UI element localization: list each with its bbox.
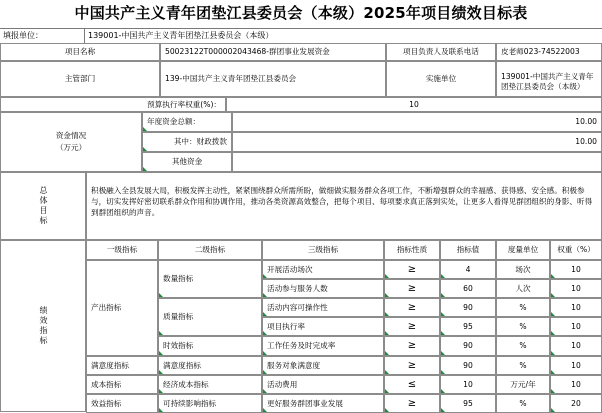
perf-row-operator: ≥ xyxy=(384,394,440,413)
funds-label: 资金情况 （万元） xyxy=(0,112,142,172)
impl-value: 139001-中国共产主义青年团垫江县委员会（本级） xyxy=(496,61,602,97)
perf-row-operator: ≥ xyxy=(384,356,440,375)
perf-row-operator: ≥ xyxy=(384,279,440,298)
dept-label: 主管部门 xyxy=(0,61,160,97)
perf-row-indicator: 活动费用 xyxy=(262,375,384,394)
funds-fiscal-label: 其中：财政拨款 xyxy=(142,132,232,152)
funds-total-label: 年度资金总额： xyxy=(142,112,232,132)
perf-row-unit: % xyxy=(496,394,550,413)
divider xyxy=(84,29,85,43)
goal-label-cell xyxy=(0,172,86,240)
perf-row-unit: % xyxy=(496,298,550,317)
goal-text: 积极融入全县发展大局，积极发挥主动性，紧紧围绕群众所需所盼，做细做实服务群众各项工作，不断增强群众的幸福感、获得感、安全感。积极参与，切实发挥好密切联系群众作用和协调作用，推动各类资源高效整合，把每个项目、每项要求真正落到实处，让更多人看得见群团组织的身影、听得到群团组织的声音。 xyxy=(86,172,602,240)
perf-row-weight: 10 xyxy=(550,260,602,279)
perf-row-indicator: 服务对象满意度 xyxy=(262,356,384,375)
perf-l2-sustainable: 可持续影响指标 xyxy=(158,394,262,413)
perf-row-value: 10 xyxy=(440,375,496,394)
fill-unit-row xyxy=(0,28,602,44)
perf-row-weight: 10 xyxy=(550,317,602,336)
perf-l1-output: 产出指标 xyxy=(86,260,158,356)
funds-other-value xyxy=(232,152,602,172)
weight-label: 预算执行率权重(%)： xyxy=(0,97,226,112)
perf-header-l3: 三级指标 xyxy=(262,240,384,260)
perf-l1-cost: 成本指标 xyxy=(86,375,158,394)
perf-row-weight: 10 xyxy=(550,375,602,394)
perf-row-indicator: 活动参与服务人数 xyxy=(262,279,384,298)
project-contact-label: 项目负责人及联系电话 xyxy=(386,43,496,61)
project-name-value: 50023122T000002043468-群团事业发展资金 xyxy=(160,43,386,61)
perf-row-unit: 场次 xyxy=(496,260,550,279)
perf-row-value: 90 xyxy=(440,336,496,356)
perf-header-l2: 二级指标 xyxy=(158,240,262,260)
perf-row-weight: 10 xyxy=(550,356,602,375)
perf-l2-timeliness: 时效指标 xyxy=(158,336,262,356)
perf-row-indicator: 开展活动场次 xyxy=(262,260,384,279)
perf-l2-quality: 质量指标 xyxy=(158,298,262,336)
perf-row-unit: 人次 xyxy=(496,279,550,298)
perf-row-operator: ≥ xyxy=(384,317,440,336)
funds-total-value: 10.00 xyxy=(232,112,602,132)
page-title: 中国共产主义青年团垫江县委员会（本级）2025年项目绩效目标表 xyxy=(74,4,528,22)
perf-row-weight: 10 xyxy=(550,298,602,317)
perf-row-operator: ≤ xyxy=(384,375,440,394)
perf-l2-quantity: 数量指标 xyxy=(158,260,262,298)
perf-row-unit: 万元/年 xyxy=(496,375,550,394)
perf-l2-economic-cost: 经济成本指标 xyxy=(158,375,262,394)
goal-label: 总体目标 xyxy=(39,186,48,226)
perf-label-cell xyxy=(0,240,86,412)
weight-value: 10 xyxy=(226,97,602,112)
perf-l1-benefit: 效益指标 xyxy=(86,394,158,413)
dept-value: 139-中国共产主义青年团垫江县委员会 xyxy=(160,61,386,97)
fill-unit-value: 139001-中国共产主义青年团垫江县委员会（本级） xyxy=(88,31,274,40)
project-name-label: 项目名称 xyxy=(0,43,160,61)
perf-row-indicator: 更好服务群团事业发展 xyxy=(262,394,384,413)
perf-l1-satisfaction: 满意度指标 xyxy=(86,356,158,375)
perf-row-indicator: 项目执行率 xyxy=(262,317,384,336)
perf-row-weight: 10 xyxy=(550,336,602,356)
perf-row-unit: % xyxy=(496,336,550,356)
funds-fiscal-value: 10.00 xyxy=(232,132,602,152)
perf-row-value: 90 xyxy=(440,356,496,375)
perf-header-value: 指标值 xyxy=(440,240,496,260)
fill-unit-label: 填报单位： xyxy=(3,31,43,40)
perf-row-value: 90 xyxy=(440,298,496,317)
perf-row-operator: ≥ xyxy=(384,336,440,356)
perf-row-weight: 20 xyxy=(550,394,602,413)
perf-l2-satisfaction: 满意度指标 xyxy=(158,356,262,375)
perf-row-indicator: 活动内容可操作性 xyxy=(262,298,384,317)
perf-row-weight: 10 xyxy=(550,279,602,298)
perf-row-unit: % xyxy=(496,317,550,336)
funds-other-label: 其他资金 xyxy=(142,152,232,172)
perf-label: 绩效指标 xyxy=(39,306,48,346)
perf-row-value: 4 xyxy=(440,260,496,279)
perf-header-unit: 度量单位 xyxy=(496,240,550,260)
perf-header-nature: 指标性质 xyxy=(384,240,440,260)
perf-row-unit: % xyxy=(496,356,550,375)
perf-row-value: 95 xyxy=(440,394,496,413)
perf-header-weight: 权重（%） xyxy=(550,240,602,260)
impl-label: 实施单位 xyxy=(386,61,496,97)
perf-row-operator: ≥ xyxy=(384,298,440,317)
perf-row-value: 95 xyxy=(440,317,496,336)
perf-header-l1: 一级指标 xyxy=(86,240,158,260)
perf-row-operator: ≥ xyxy=(384,260,440,279)
project-contact-value: 皮老师023-74522003 xyxy=(496,43,602,61)
perf-row-indicator: 工作任务及时完成率 xyxy=(262,336,384,356)
perf-row-value: 60 xyxy=(440,279,496,298)
